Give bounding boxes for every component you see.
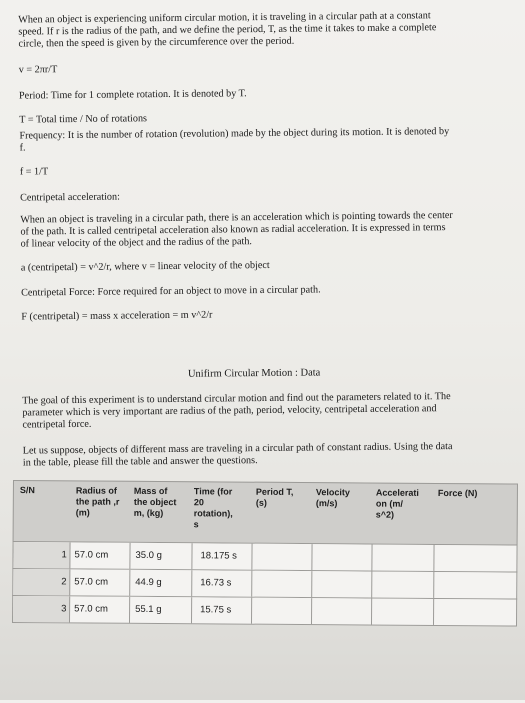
centripetal-line-3: of linear velocity of the object and the radius of the path.	[20, 236, 252, 250]
frequency-line-1: Frequency: It is the number of rotation (revolution) made by the object during its motion. It is denoted by	[19, 126, 450, 142]
suppose-line-1: Let us suppose, objects of different mass are traveling in a circular path of constant radius. Using the data	[22, 441, 453, 457]
cell-sn: 2	[61, 576, 67, 588]
intro-line-3: circle, then the speed is given by the circumference over the period.	[18, 35, 295, 50]
cell-mass: 35.0 g	[135, 549, 162, 562]
table-row	[12, 596, 517, 627]
cell-sn: 1	[61, 549, 67, 561]
intro-line-2: speed. If r is the radius of the path, and we define the period, T, as the time it takes to make a complete	[18, 22, 437, 38]
table-row	[12, 569, 517, 600]
table-header-row	[13, 480, 518, 546]
data-table	[12, 480, 518, 627]
suppose-line-2: in the table, please fill the table and answer the questions.	[22, 455, 258, 469]
header-period: Period T, (s)	[255, 486, 294, 508]
cell-sn: 3	[61, 603, 67, 615]
header-time: Time (for 20 rotation), s	[193, 486, 233, 530]
centripetal-heading: Centripetal acceleration:	[20, 191, 120, 204]
goal-line-2: parameter which is very important are radius of the path, period, velocity, centripetal acceleration and	[22, 403, 437, 419]
force-formula: F (centripetal) = mass x acceleration = m v^2/r	[21, 309, 213, 323]
cell-time: 15.75 s	[200, 604, 232, 616]
header-mass: Mass of the object m, (kg)	[133, 485, 177, 519]
frequency-formula: f = 1/T	[19, 166, 49, 178]
cell-radius: 57.0 cm	[74, 603, 108, 615]
period-formula: T = Total time / No of rotations	[19, 113, 148, 126]
header-velocity: Velocity (m/s)	[315, 487, 350, 509]
cell-time: 18.175 s	[200, 550, 237, 562]
intro-line-1: When an object is experiencing uniform circular motion, it is traveling in a circular path at a constant	[18, 10, 431, 26]
period-definition: Period: Time for 1 complete rotation. It is denoted by T.	[18, 88, 247, 102]
cell-mass: 44.9 g	[135, 576, 162, 589]
centripetal-line-2: of the path. It is called centripetal acceleration also known as radial acceleration. It is expressed in terms	[20, 222, 446, 238]
frequency-line-2: f.	[19, 142, 26, 154]
header-sn: S/N	[19, 485, 35, 496]
cell-radius: 57.0 cm	[74, 549, 109, 561]
data-section-title: Unifirm Circular Motion : Data	[187, 367, 321, 380]
centripetal-line-1: When an object is traveling in a circular path, there is an acceleration which is pointing towards the center	[20, 210, 453, 226]
goal-line-1: The goal of this experiment is to understand circular motion and find out the parameters related to it. The	[22, 391, 451, 407]
header-radius: Radius of the path ,r (m)	[75, 485, 120, 518]
cell-radius: 57.0 cm	[74, 576, 109, 588]
cell-time: 16.73 s	[200, 577, 232, 589]
header-acceleration: Accelerati on (m/ s^2)	[375, 487, 419, 520]
force-definition: Centripetal Force: Force required for an object to move in a circular path.	[20, 284, 321, 299]
header-force: Force (N)	[437, 487, 478, 499]
table-row	[12, 542, 517, 573]
cell-mass: 55.1 g	[135, 603, 162, 616]
acceleration-formula: a (centripetal) = v^2/r, where v = linear velocity of the object	[20, 259, 270, 274]
goal-line-3: centripetal force.	[22, 418, 92, 431]
velocity-formula: v = 2πr/T	[18, 64, 58, 76]
